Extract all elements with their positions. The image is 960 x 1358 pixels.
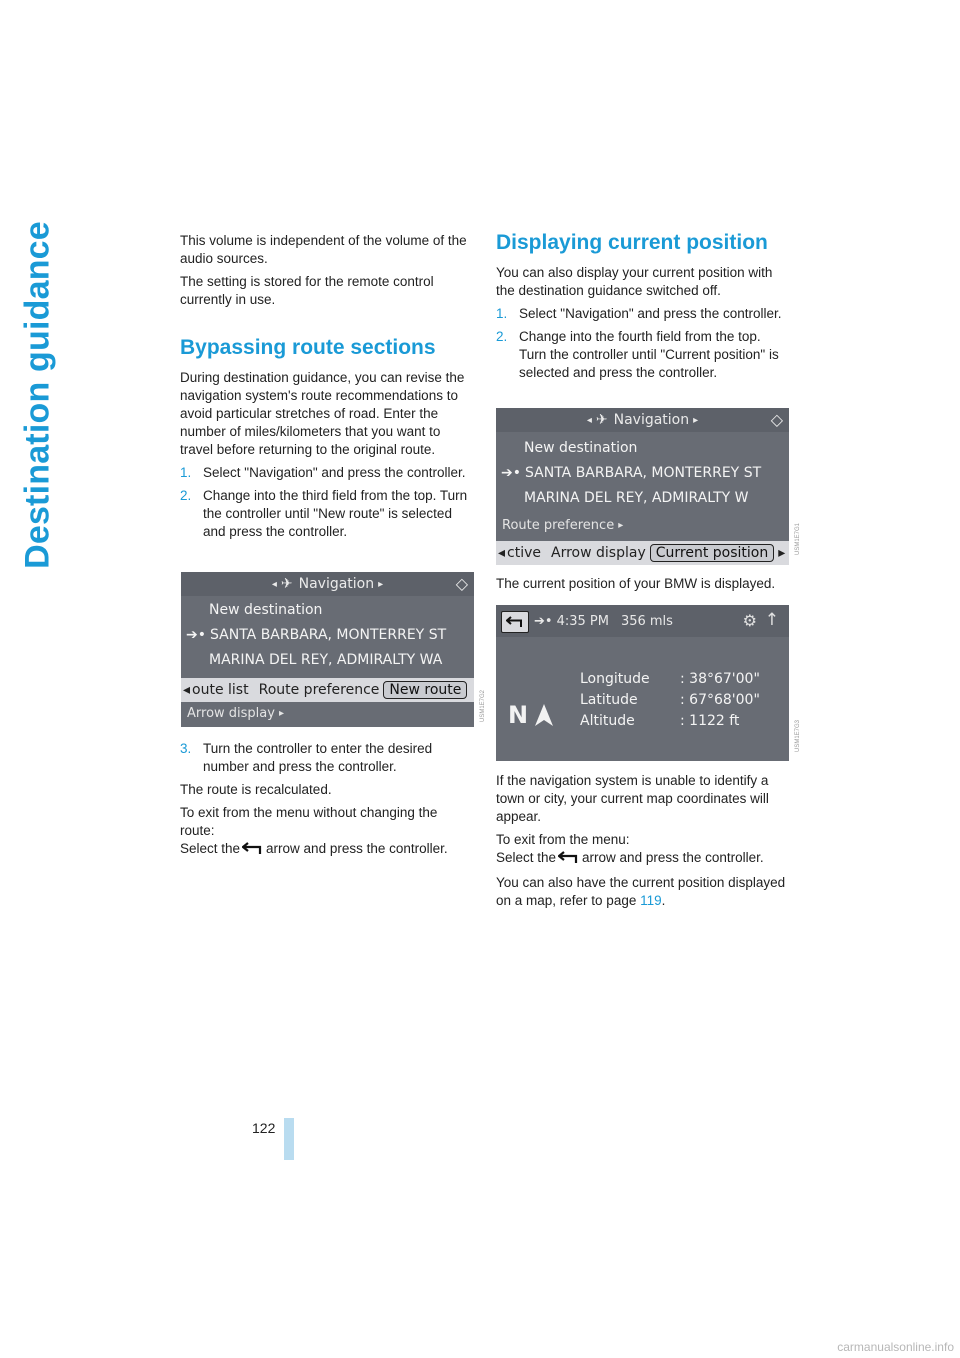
chevron-left-icon: ◂ [586,414,592,426]
chevron-right-icon: ▸ [278,708,284,719]
select-back-text: Select the arrow and press the controller. [180,840,475,860]
menu-bar-route [181,678,474,702]
menu-new-destination[interactable]: New destination [524,440,638,456]
page-marker-bar [284,1118,294,1160]
step-2-right: 2. Change into the fourth field from the top. Turn the controller until "Current position" is selected and press the controller. [496,329,779,380]
section-side-title: Destination guidance [18,221,57,569]
exit-text: To exit from the menu without changing the route: [180,805,438,838]
navigation-icon: ✈ [595,412,608,428]
heading-bypassing: Bypassing route sections [180,336,436,359]
coordinates-note: If the navigation system is unable to identify a town or city, your current map coordinates will appear. [496,773,769,824]
chevron-right-icon: ▸ [693,414,699,426]
right-column [496,230,791,387]
heading-current-position: Displaying current position [496,231,768,254]
menu-route-preference[interactable]: Route preference [258,682,380,698]
menu-bar-position [496,541,789,565]
direction-arrow-icon [534,703,554,727]
left-column-lower [180,740,475,865]
controller-icon: ◇ [455,574,468,593]
menu-new-route[interactable]: New route [383,681,467,699]
back-arrow-icon [242,842,264,860]
page-number: 122 [252,1120,276,1136]
back-button[interactable] [501,611,529,633]
bar-left-arrow-icon: ◂ [183,682,191,698]
chevron-right-icon: ▸ [618,520,624,531]
controller-icon: ◇ [770,410,783,429]
screen-header: ◂ ✈ Navigation ▸ ◇ [181,572,474,596]
menu-destination-2[interactable]: MARINA DEL REY, ADMIRALTY W [524,490,749,506]
intro-paragraph-1: This volume is independent of the volume of the audio sources. [180,233,467,266]
page-link[interactable]: 119 [640,893,662,908]
up-arrow-icon[interactable]: ↑ [764,610,779,630]
menu-route-list[interactable]: oute list [192,682,249,698]
intro-paragraph-2: The setting is stored for the remote control currently in use. [180,274,434,307]
route-status: ➔• 4:35 PM 356 mls [534,614,673,629]
left-column [180,232,475,546]
menu-arrow-display[interactable]: Arrow display ▸ [187,706,284,721]
menu-route-preference[interactable]: Route preference ▸ [502,518,624,533]
bar-right-arrow-icon: ▸ [778,545,786,561]
navigation-icon: ✈ [280,576,293,592]
compass-north-label: N [508,701,529,729]
step-1: 1. Select "Navigation" and press the controller. [180,465,466,480]
route-arrow-icon: ➔• [186,627,206,643]
recalculated-text: The route is recalculated. [180,782,332,797]
position-screen [496,605,789,761]
right-column-lower [496,772,791,915]
menu-destination-1[interactable]: ➔• SANTA BARBARA, MONTERREY ST [501,465,762,481]
caption-text: The current position of your BMW is displayed. [496,576,776,591]
back-arrow-icon [506,616,524,628]
menu-new-destination[interactable]: New destination [209,602,323,618]
screen-header: ◂ ✈ Navigation ▸ ◇ [496,408,789,432]
figure-code: USM1E7G3 [795,719,801,752]
nav-screen-current-position [496,408,789,565]
route-arrow-icon: ➔• [534,614,553,629]
caption [496,575,796,598]
chevron-right-icon: ▸ [378,578,384,590]
bypass-body: During destination guidance, you can revise the navigation system's route recommendations to avoid particular stretches of road. Enter the number of miles/kilometers that you want to travel before returning to the original route. [180,370,465,457]
select-back-text: Select the arrow and press the controller. [496,849,791,869]
menu-destination-1[interactable]: ➔• SANTA BARBARA, MONTERREY ST [186,627,447,643]
bar-left-arrow-icon: ◂ [498,545,506,561]
step-3: 3. Turn the controller to enter the desired number and press the controller. [180,741,433,774]
watermark: carmanualsonline.info [837,1340,954,1354]
settings-icon[interactable]: ⚙ [742,611,757,630]
menu-destination-2[interactable]: MARINA DEL REY, ADMIRALTY WA [209,652,443,668]
map-reference-text: You can also have the current position displayed on a map, refer to page 119. [496,875,786,908]
back-arrow-icon [558,851,580,869]
menu-active[interactable]: ctive [507,545,542,561]
longitude-row: Longitude : 38°67'00" [580,671,760,687]
figure-code: USM1E7G1 [795,522,801,555]
step-1-right: 1. Select "Navigation" and press the controller. [496,306,782,321]
latitude-row: Latitude : 67°68'00" [580,692,760,708]
chevron-left-icon: ◂ [271,578,277,590]
figure-code: USM1E7G2 [480,689,486,722]
altitude-row: Altitude : 1122 ft [580,713,740,729]
route-arrow-icon: ➔• [501,465,521,481]
menu-current-position[interactable]: Current position [650,544,775,562]
exit-menu-text: To exit from the menu: [496,832,630,847]
current-position-body: You can also display your current position with the destination guidance switched off. [496,265,773,298]
nav-screen-new-route [181,572,474,727]
step-2: 2. Change into the third field from the top. Turn the controller until "New route" is selected and press the controller. [180,488,468,539]
menu-arrow-display[interactable]: Arrow display [551,545,646,561]
